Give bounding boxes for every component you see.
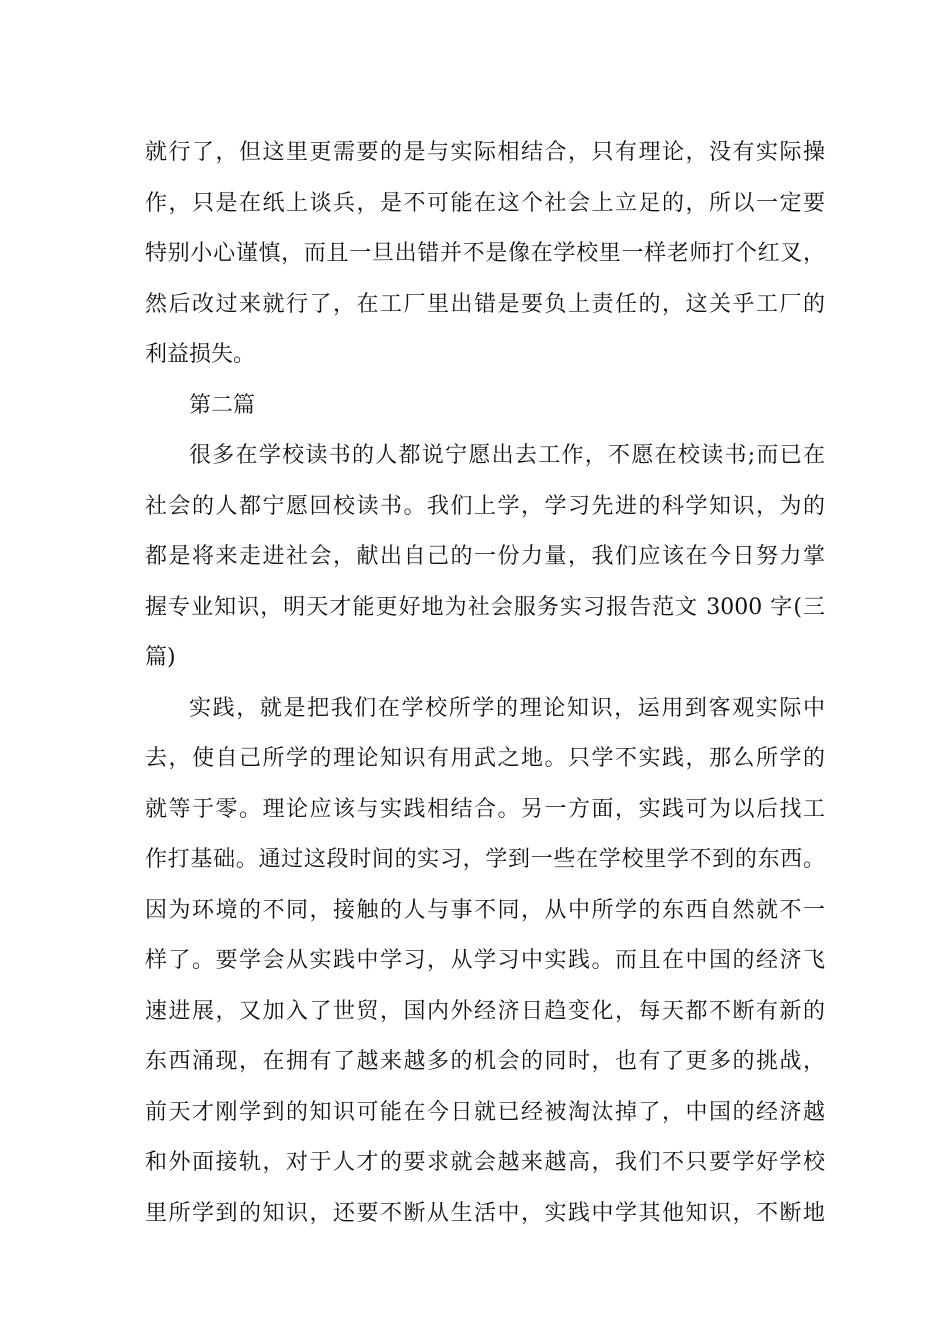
text-line: 作打基础。通过这段时间的实习，学到一些在学校里学不到的东西。 [145,847,825,872]
text-line: 样了。要学会从实践中学习，从学习中实践。而且在中国的经济飞 [145,948,825,973]
text-line: 速进展，又加入了世贸，国内外经济日趋变化，每天都不断有新的 [145,998,825,1024]
text-line: 就行了，但这里更需要的是与实际相结合，只有理论，没有实际操 [145,140,825,165]
document-body [145,128,825,1239]
text-line: 都是将来走进社会，献出自己的一份力量，我们应该在今日努力掌 [145,544,825,569]
text-line: 前天才刚学到的知识可能在今日就已经被淘汰掉了，中国的经济越 [145,1099,825,1125]
text-line: 然后改过来就行了，在工厂里出错是要负上责任的，这关乎工厂的 [145,291,825,317]
text-line: 和外面接轨，对于人才的要求就会越来越高，我们不只要学好学校 [145,1150,825,1175]
text-line: 握专业知识，明天才能更好地为社会服务实习报告范文 3000 字(三 [145,594,825,620]
section-heading: 第二篇 [189,392,256,418]
text-line: 社会的人都宁愿回校读书。我们上学，学习先进的科学知识，为的 [145,493,825,519]
paragraph-end-line: 利益损失。 [145,342,256,367]
text-line: 因为环境的不同，接触的人与事不同，从中所学的东西自然就不一 [145,897,825,923]
paragraph-first-line: 实践，就是把我们在学校所学的理论知识，运用到客观实际中 [189,695,825,721]
paragraph-end-line: 篇) [145,645,176,670]
text-line: 就等于零。理论应该与实践相结合。另一方面，实践可为以后找工 [145,796,825,822]
paragraph-first-line: 很多在学校读书的人都说宁愿出去工作，不愿在校读书;而已在 [189,443,825,468]
text-line: 特别小心谨慎，而且一旦出错并不是像在学校里一样老师打个红叉， [145,241,825,266]
text-line: 东西涌现，在拥有了越来越多的机会的同时，也有了更多的挑战， [145,1049,825,1074]
text-line: 里所学到的知识，还要不断从生活中，实践中学其他知识，不断地 [145,1200,825,1226]
text-line: 作，只是在纸上谈兵，是不可能在这个社会上立足的，所以一定要 [145,190,825,216]
text-line: 去，使自己所学的理论知识有用武之地。只学不实践，那么所学的 [145,746,825,771]
